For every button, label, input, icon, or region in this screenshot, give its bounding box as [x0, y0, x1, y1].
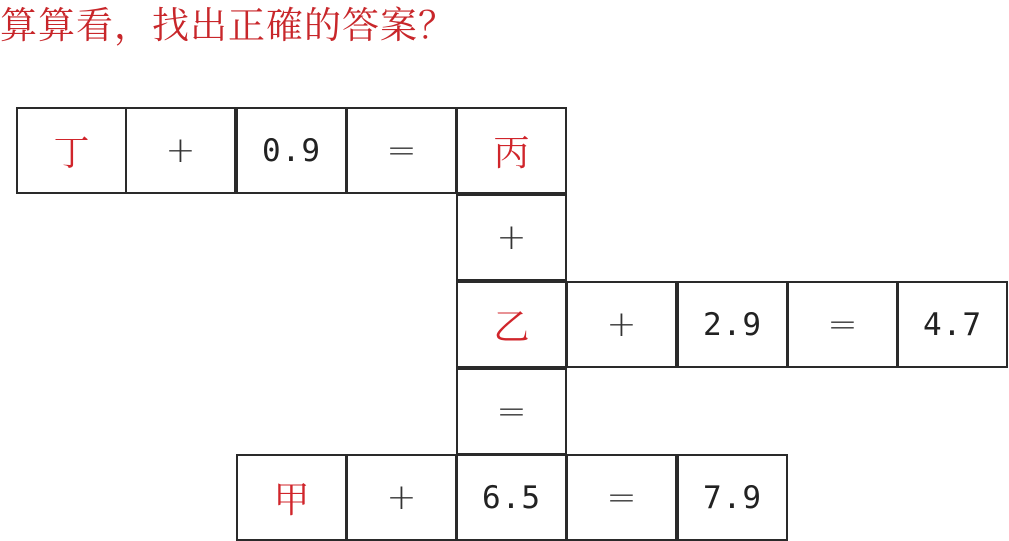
cell-2-9: 2.9	[677, 281, 788, 368]
cell-7-9: 7.9	[677, 454, 788, 541]
cell-plus-r2: +	[566, 281, 677, 368]
cell-0-9: 0.9	[236, 107, 347, 194]
cell-jia[interactable]: 甲	[236, 454, 347, 541]
cell-equals-r1: =	[346, 107, 457, 194]
cell-ding[interactable]: 丁	[16, 107, 127, 194]
cell-bing[interactable]: 丙	[456, 107, 567, 194]
cell-plus-r3: +	[346, 454, 457, 541]
cell-equals-r3: =	[566, 454, 677, 541]
cell-plus-col: +	[456, 194, 567, 281]
cell-4-7: 4.7	[897, 281, 1008, 368]
cell-yi[interactable]: 乙	[456, 281, 567, 368]
cell-equals-r2: =	[787, 281, 898, 368]
cell-plus-r1: +	[125, 107, 236, 194]
cell-equals-col: =	[456, 368, 567, 455]
cell-6-5: 6.5	[456, 454, 567, 541]
page-title: 算算看，找出正確的答案？	[0, 4, 456, 47]
